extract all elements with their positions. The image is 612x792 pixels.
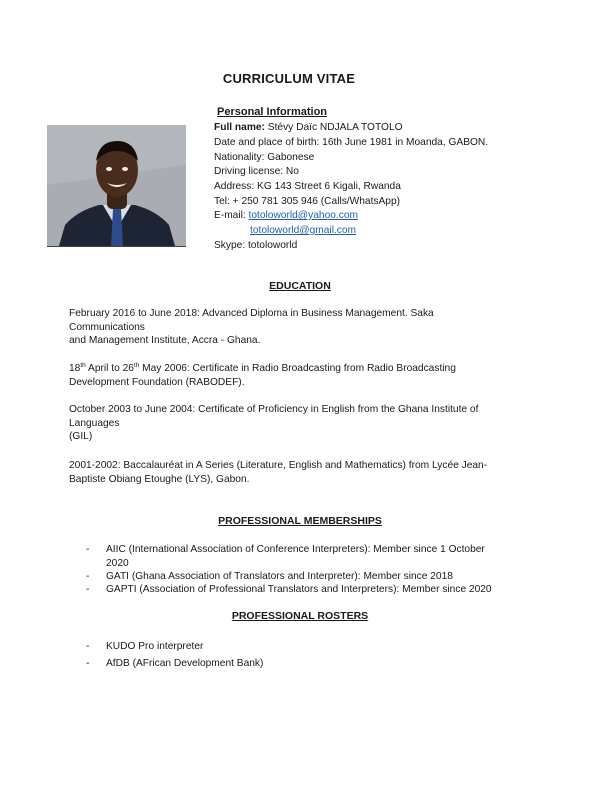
skype: Skype: totoloworld: [214, 240, 298, 251]
list-item: [86, 657, 546, 671]
list-item-line: 2020: [106, 557, 129, 569]
list-item: [86, 570, 546, 584]
nationality: Nationality: Gabonese: [214, 152, 315, 163]
bullet-dash: -: [86, 584, 90, 595]
education-item: [69, 307, 529, 348]
education-line: 2001-2002: Baccalauréat in A Series (Literature, English and Mathematics) from Lycée Jean-: [69, 460, 488, 471]
bullet-dash: -: [86, 641, 90, 652]
education-line: Development Foundation (RABODEF).: [69, 376, 245, 388]
full-name: [214, 121, 403, 135]
personal-info-heading: Personal Information: [217, 106, 328, 118]
email-link-gmail-text[interactable]: totoloworld@gmail.com: [250, 225, 357, 236]
education-line: Communications: [69, 321, 145, 333]
education-line: Baptiste Obiang Etoughe (LYS), Gabon.: [69, 473, 250, 485]
list-item-text: AfDB (AFrican Development Bank): [106, 658, 264, 669]
profile-photo: [47, 125, 186, 247]
list-item: [86, 543, 546, 569]
education-line: and Management Institute, Accra - Ghana.: [69, 335, 261, 346]
ordinal-suffix: th: [133, 362, 140, 369]
education-line: (GIL): [69, 431, 93, 442]
address: Address: KG 143 Street 6 Kigali, Rwanda: [214, 181, 401, 192]
list-item: [86, 640, 546, 654]
education-line: October 2003 to June 2004: Certificate of Proficiency in English from the Ghana Institute of: [69, 404, 479, 415]
full-name-value: Stévy Daïc NDJALA TOTOLO: [264, 122, 403, 133]
list-item: [86, 583, 546, 597]
telephone: Tel: + 250 781 305 946 (Calls/WhatsApp): [214, 196, 401, 207]
birth-info: Date and place of birth: 16th June 1981 in Moanda, GABON.: [214, 137, 489, 148]
education-item: [69, 362, 529, 389]
list-item-text: GATI (Ghana Association of Translators and Interpreter): Member since 2018: [106, 571, 453, 582]
education-line: February 2016 to June 2018: Advanced Diploma in Business Management. Saka: [69, 308, 434, 319]
list-item-text: [106, 543, 526, 570]
date-text: April to 26: [85, 363, 134, 374]
full-name-label: Full name:: [214, 122, 265, 133]
list-item-text: KUDO Pro interpreter: [106, 641, 204, 652]
memberships-heading: PROFESSIONAL MEMBERSHIPS: [218, 515, 382, 527]
education-text: May 2006: Certificate in Radio Broadcasting from Radio Broadcasting: [139, 363, 456, 374]
education-heading: EDUCATION: [269, 280, 331, 292]
education-item: [69, 459, 529, 486]
list-item-line: AIIC (International Association of Conference Interpreters): Member since 1 October: [106, 544, 485, 555]
email-link-yahoo[interactable]: totoloworld@yahoo.com: [248, 210, 358, 221]
bullet-dash: -: [86, 571, 90, 582]
date-text: 18: [69, 363, 81, 374]
education-line: [69, 362, 529, 376]
education-item: [69, 403, 529, 444]
email-label: E-mail:: [214, 210, 249, 221]
bullet-dash: -: [86, 544, 90, 555]
email-link-gmail[interactable]: [250, 224, 356, 238]
ordinal-suffix: th: [80, 362, 86, 369]
rosters-heading: PROFESSIONAL ROSTERS: [231, 610, 369, 622]
bullet-dash: -: [86, 658, 90, 669]
email-row: [214, 209, 358, 223]
education-line: Languages: [69, 417, 120, 429]
document-title: CURRICULUM VITAE: [222, 71, 356, 86]
driving-license: Driving license: No: [214, 166, 299, 177]
list-item-text: GAPTI (Association of Professional Translators and Interpreters): Member since 2020: [106, 584, 492, 595]
